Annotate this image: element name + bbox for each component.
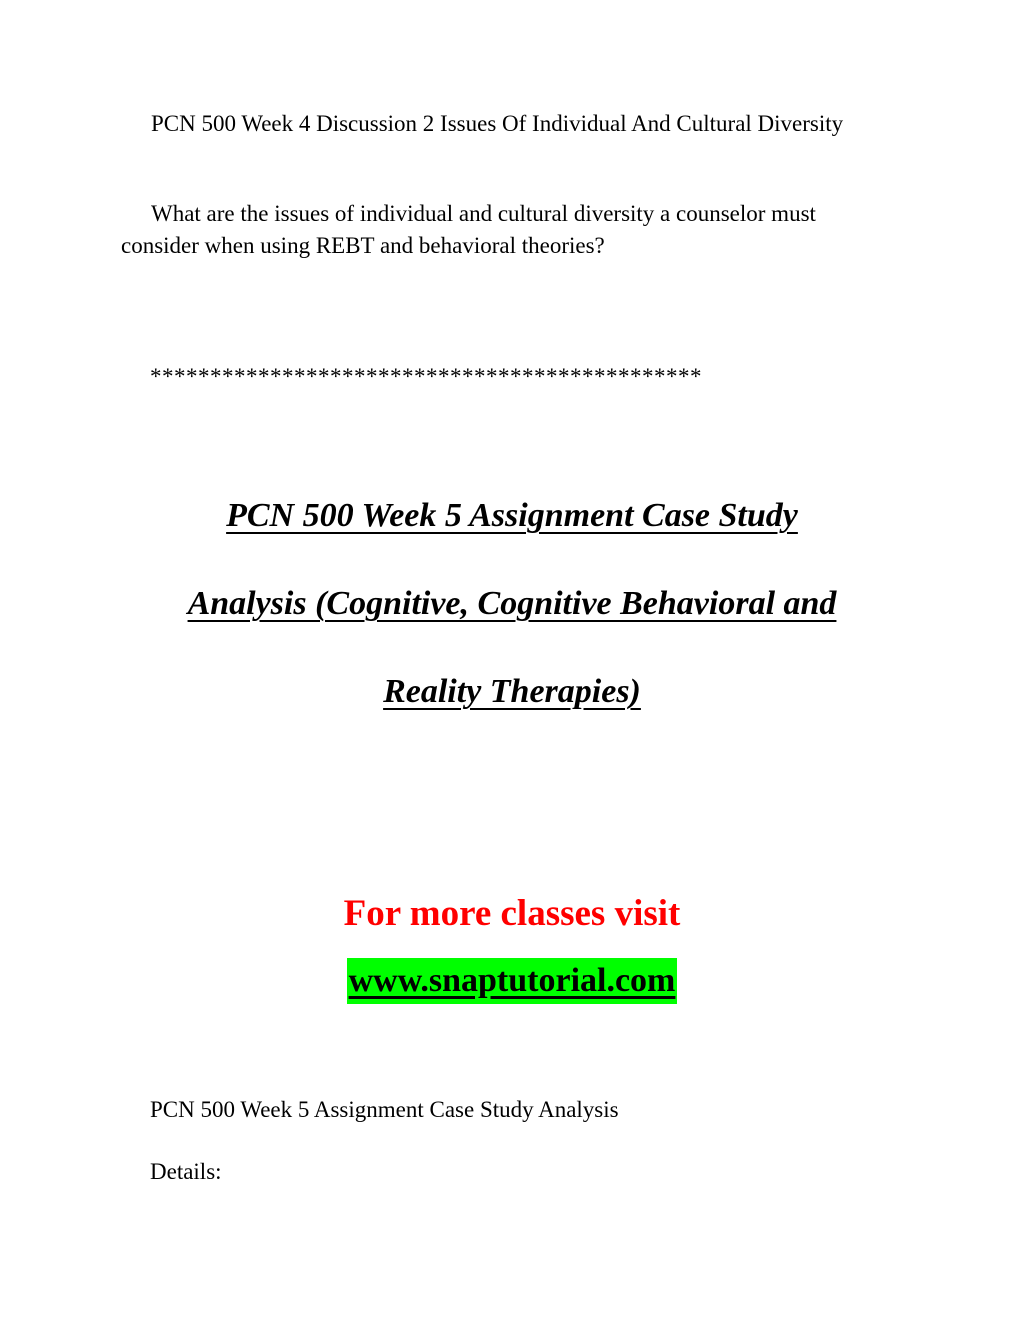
details-label: Details: [150, 1159, 222, 1184]
discussion-title: PCN 500 Week 4 Discussion 2 Issues Of Individual And Cultural Diversity [151, 111, 844, 136]
separator-stars: ********************************************** [150, 364, 702, 389]
discussion-question: What are the issues of individual and cultural diversity a counselor must consider when using REBT and behavioral theories? [121, 201, 816, 258]
promo-title: For more classes visit [343, 893, 681, 934]
promo-link-row [0, 958, 1024, 1011]
assignment-heading-line-1: PCN 500 Week 5 Assignment Case Study [226, 497, 798, 534]
assignment-title: PCN 500 Week 5 Assignment Case Study Analysis [150, 1097, 619, 1122]
snaptutorial-link[interactable]: www.snaptutorial.com [347, 958, 678, 1004]
assignment-heading-line-2: Analysis (Cognitive, Cognitive Behavioral and [187, 585, 837, 622]
assignment-heading-line-3: Reality Therapies) [383, 673, 641, 710]
